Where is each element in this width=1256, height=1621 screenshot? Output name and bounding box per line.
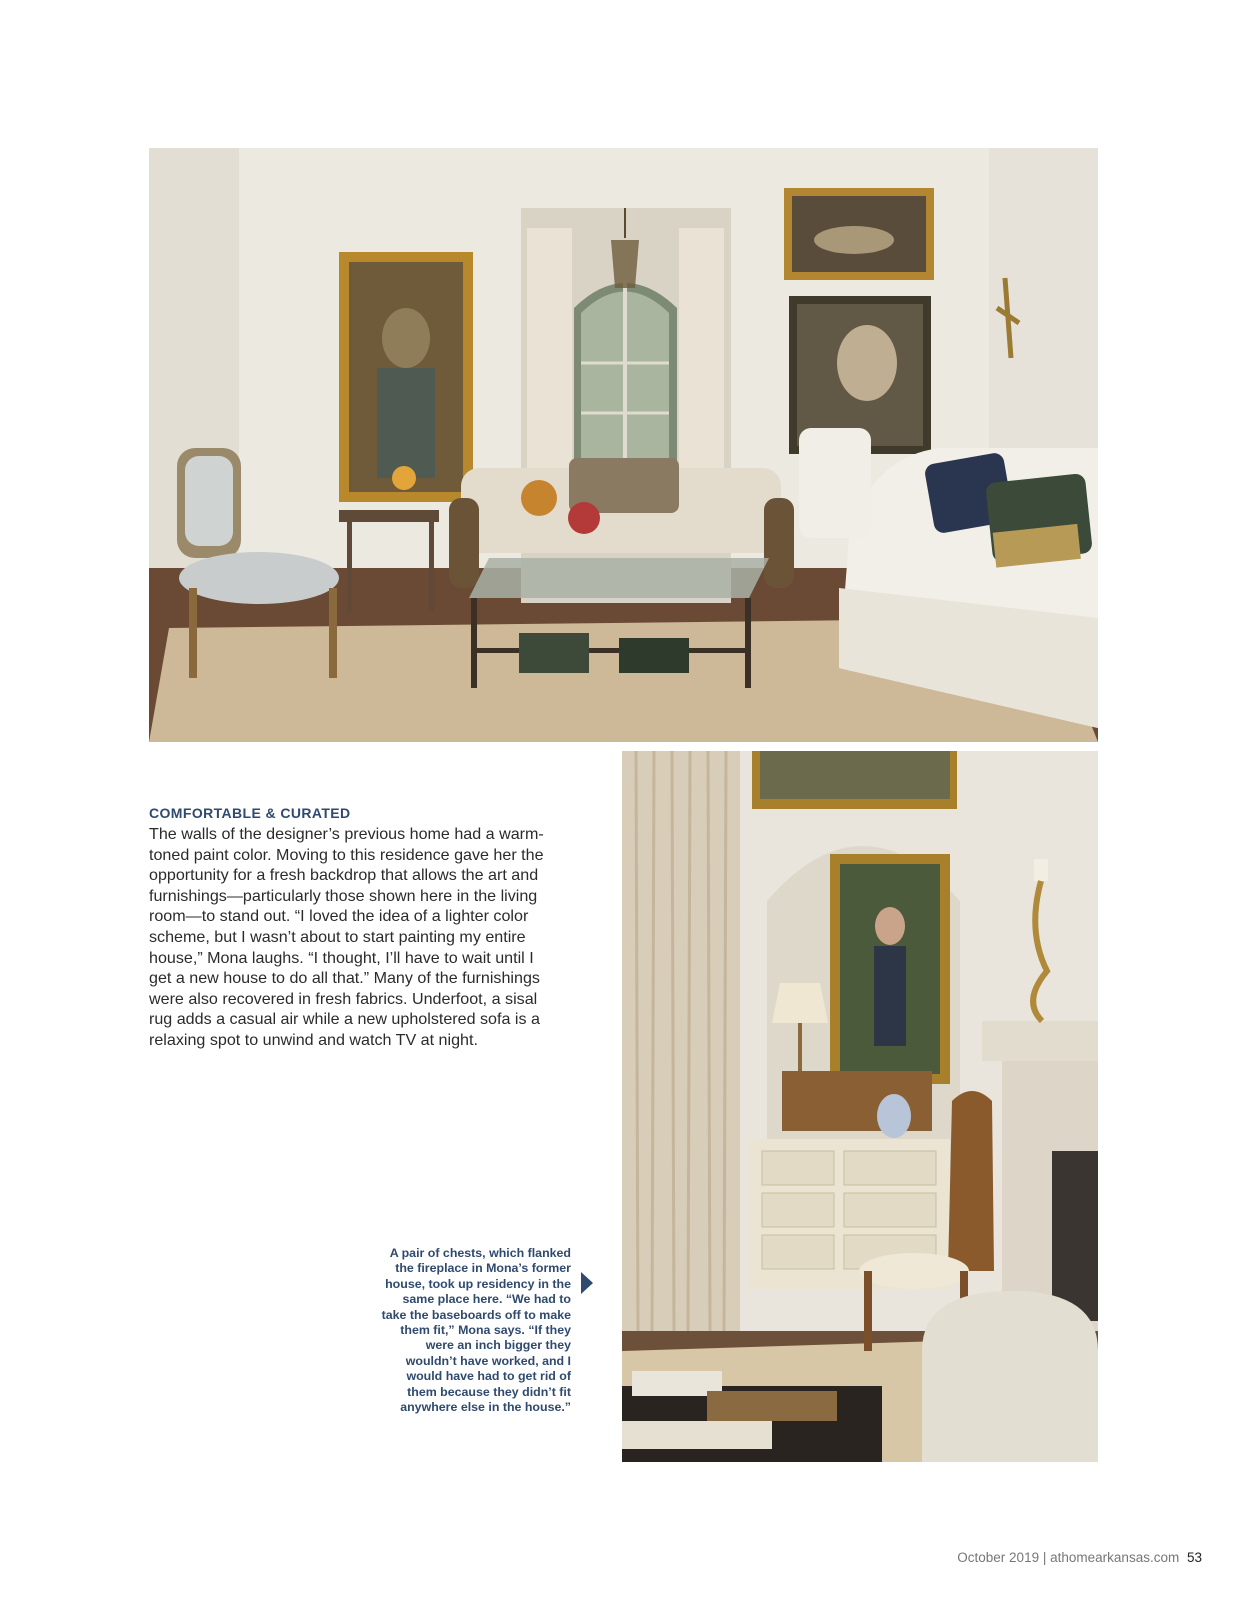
living-room-photo <box>149 148 1098 742</box>
caption-arrow-icon <box>581 1272 593 1294</box>
page-number: 53 <box>1186 1550 1202 1565</box>
article-body: The walls of the designer’s previous home had a warm-toned paint color. Moving to this residence gave her the opportunity for a fresh backdrop that allows the art and furnishings—particularly those shown here in the living room—to stand out. “I loved the idea of a lighter color scheme, but I wasn’t about to start painting my entire house,” Mona laughs. “I thought, I’ll have to wait until I get a new house to do all that.” Many of the furnishings were also recovered in fresh fabrics. Underfoot, a sisal rug adds a casual air while a new upholstered sofa is a relaxing spot to unwind and watch TV at night. <box>149 825 544 1049</box>
footer-separator: | <box>1042 1550 1047 1565</box>
site-url: athomearkansas.com <box>1050 1550 1180 1565</box>
issue-date: October 2019 <box>957 1550 1040 1565</box>
article-block <box>149 804 549 1051</box>
photo-caption: A pair of chests, which flanked the fireplace in Mona’s former house, took up residency in the same place here. “We had to take the baseboards off to make them fit,” Mona says. “If they were an inch bigger they wouldn’t have worked, and I would have had to get rid of them because they didn’t fit anywhere else in the house.” <box>381 1246 571 1415</box>
chest-fireplace-photo <box>622 751 1098 1462</box>
living-room-illustration <box>149 148 1098 742</box>
section-heading: COMFORTABLE & CURATED <box>149 805 351 821</box>
chest-fireplace-illustration <box>622 751 1098 1462</box>
page-footer <box>957 1550 1202 1565</box>
